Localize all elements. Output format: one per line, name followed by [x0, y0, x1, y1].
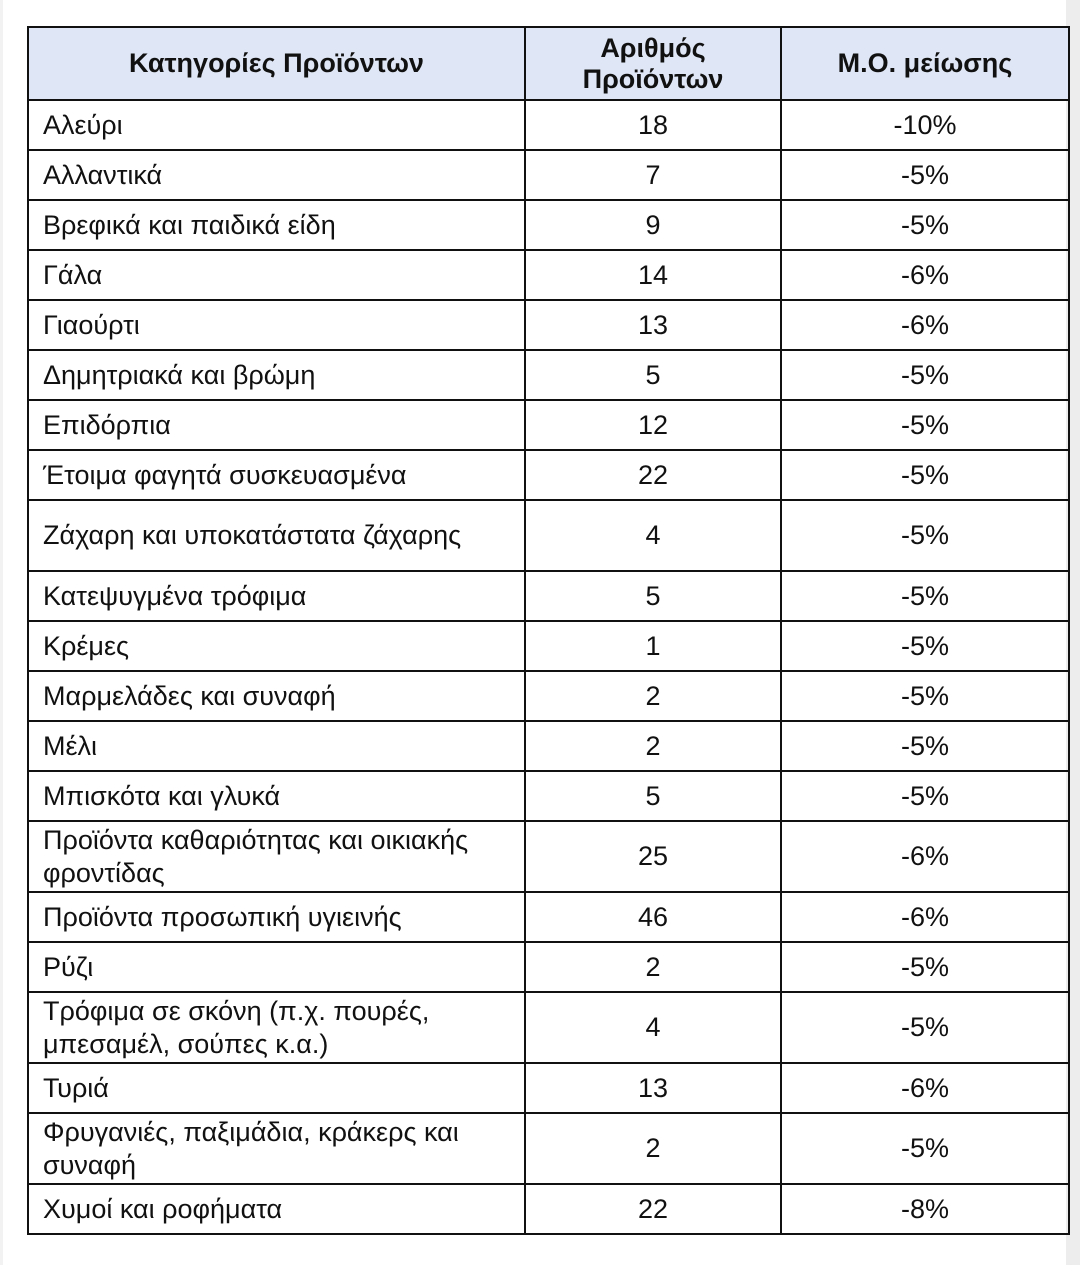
- table-row: [28, 300, 1069, 350]
- reduction-cell: -5%: [781, 500, 1069, 571]
- reduction-cell: -5%: [781, 571, 1069, 621]
- count-cell: 13: [525, 300, 781, 350]
- count-cell: 2: [525, 1113, 781, 1184]
- table-row: [28, 200, 1069, 250]
- count-cell: 5: [525, 350, 781, 400]
- category-cell: Μέλι: [28, 721, 525, 771]
- header-avg-reduction: Μ.Ο. μείωσης: [781, 27, 1069, 100]
- count-cell: 22: [525, 450, 781, 500]
- count-cell: 4: [525, 500, 781, 571]
- reduction-cell: -6%: [781, 300, 1069, 350]
- reduction-cell: -5%: [781, 671, 1069, 721]
- reduction-cell: -5%: [781, 942, 1069, 992]
- count-cell: 4: [525, 992, 781, 1063]
- table-row: [28, 400, 1069, 450]
- category-cell: Ρύζι: [28, 942, 525, 992]
- category-cell: Κατεψυγμένα τρόφιμα: [28, 571, 525, 621]
- category-cell: Προϊόντα καθαριότητας και οικιακής φροντίδας: [28, 821, 525, 892]
- reduction-cell: -6%: [781, 250, 1069, 300]
- reduction-cell: -6%: [781, 821, 1069, 892]
- count-cell: 2: [525, 671, 781, 721]
- table-row: [28, 721, 1069, 771]
- table-row: [28, 942, 1069, 992]
- table-row: [28, 500, 1069, 571]
- category-cell: Τρόφιμα σε σκόνη (π.χ. πουρές, μπεσαμέλ, σούπες κ.α.): [28, 992, 525, 1063]
- category-cell: Επιδόρπια: [28, 400, 525, 450]
- table-row: [28, 1063, 1069, 1113]
- category-cell: Αλλαντικά: [28, 150, 525, 200]
- category-cell: Μαρμελάδες και συναφή: [28, 671, 525, 721]
- table-row: [28, 671, 1069, 721]
- category-cell: Αλεύρι: [28, 100, 525, 150]
- reduction-cell: -5%: [781, 771, 1069, 821]
- count-cell: 18: [525, 100, 781, 150]
- category-cell: Κρέμες: [28, 621, 525, 671]
- category-cell: Ζάχαρη και υποκατάστατα ζάχαρης: [28, 500, 525, 571]
- count-cell: 14: [525, 250, 781, 300]
- reduction-cell: -5%: [781, 350, 1069, 400]
- category-cell: Φρυγανιές, παξιμάδια, κράκερς και συναφή: [28, 1113, 525, 1184]
- table-row: [28, 621, 1069, 671]
- reduction-cell: -5%: [781, 621, 1069, 671]
- category-cell: Γιαούρτι: [28, 300, 525, 350]
- table-row: [28, 1113, 1069, 1184]
- reduction-cell: -5%: [781, 1113, 1069, 1184]
- category-cell: Προϊόντα προσωπική υγιεινής: [28, 892, 525, 942]
- count-cell: 5: [525, 571, 781, 621]
- category-cell: Γάλα: [28, 250, 525, 300]
- header-count-line1: Αριθμός: [600, 32, 706, 63]
- count-cell: 13: [525, 1063, 781, 1113]
- category-cell: Δημητριακά και βρώμη: [28, 350, 525, 400]
- reduction-cell: -5%: [781, 400, 1069, 450]
- count-cell: 2: [525, 721, 781, 771]
- category-cell: Χυμοί και ροφήματα: [28, 1184, 525, 1234]
- table-row: [28, 450, 1069, 500]
- count-cell: 5: [525, 771, 781, 821]
- reduction-cell: -5%: [781, 450, 1069, 500]
- reduction-cell: -5%: [781, 992, 1069, 1063]
- reduction-cell: -6%: [781, 892, 1069, 942]
- category-cell: Μπισκότα και γλυκά: [28, 771, 525, 821]
- reduction-cell: -10%: [781, 100, 1069, 150]
- header-count-line2: Προϊόντων: [582, 63, 724, 94]
- header-count: [525, 27, 781, 100]
- table-row: [28, 892, 1069, 942]
- price-reduction-table: [27, 26, 1070, 1235]
- count-cell: 12: [525, 400, 781, 450]
- reduction-cell: -6%: [781, 1063, 1069, 1113]
- table-row: [28, 250, 1069, 300]
- category-cell: Βρεφικά και παιδικά είδη: [28, 200, 525, 250]
- category-cell: Τυριά: [28, 1063, 525, 1113]
- count-cell: 1: [525, 621, 781, 671]
- table-row: [28, 350, 1069, 400]
- table-body: [28, 100, 1069, 1234]
- count-cell: 2: [525, 942, 781, 992]
- left-edge: [0, 0, 3, 1265]
- reduction-cell: -5%: [781, 150, 1069, 200]
- reduction-cell: -5%: [781, 200, 1069, 250]
- table-row: [28, 150, 1069, 200]
- reduction-cell: -5%: [781, 721, 1069, 771]
- table-row: [28, 821, 1069, 892]
- count-cell: 25: [525, 821, 781, 892]
- table-row: [28, 571, 1069, 621]
- table-row: [28, 771, 1069, 821]
- count-cell: 9: [525, 200, 781, 250]
- header-category: Κατηγορίες Προϊόντων: [28, 27, 525, 100]
- header-row: [28, 27, 1069, 100]
- count-cell: 46: [525, 892, 781, 942]
- reduction-cell: -8%: [781, 1184, 1069, 1234]
- table-row: [28, 100, 1069, 150]
- table-row: [28, 992, 1069, 1063]
- table-header: [28, 27, 1069, 100]
- count-cell: 22: [525, 1184, 781, 1234]
- table-row: [28, 1184, 1069, 1234]
- category-cell: Έτοιμα φαγητά συσκευασμένα: [28, 450, 525, 500]
- count-cell: 7: [525, 150, 781, 200]
